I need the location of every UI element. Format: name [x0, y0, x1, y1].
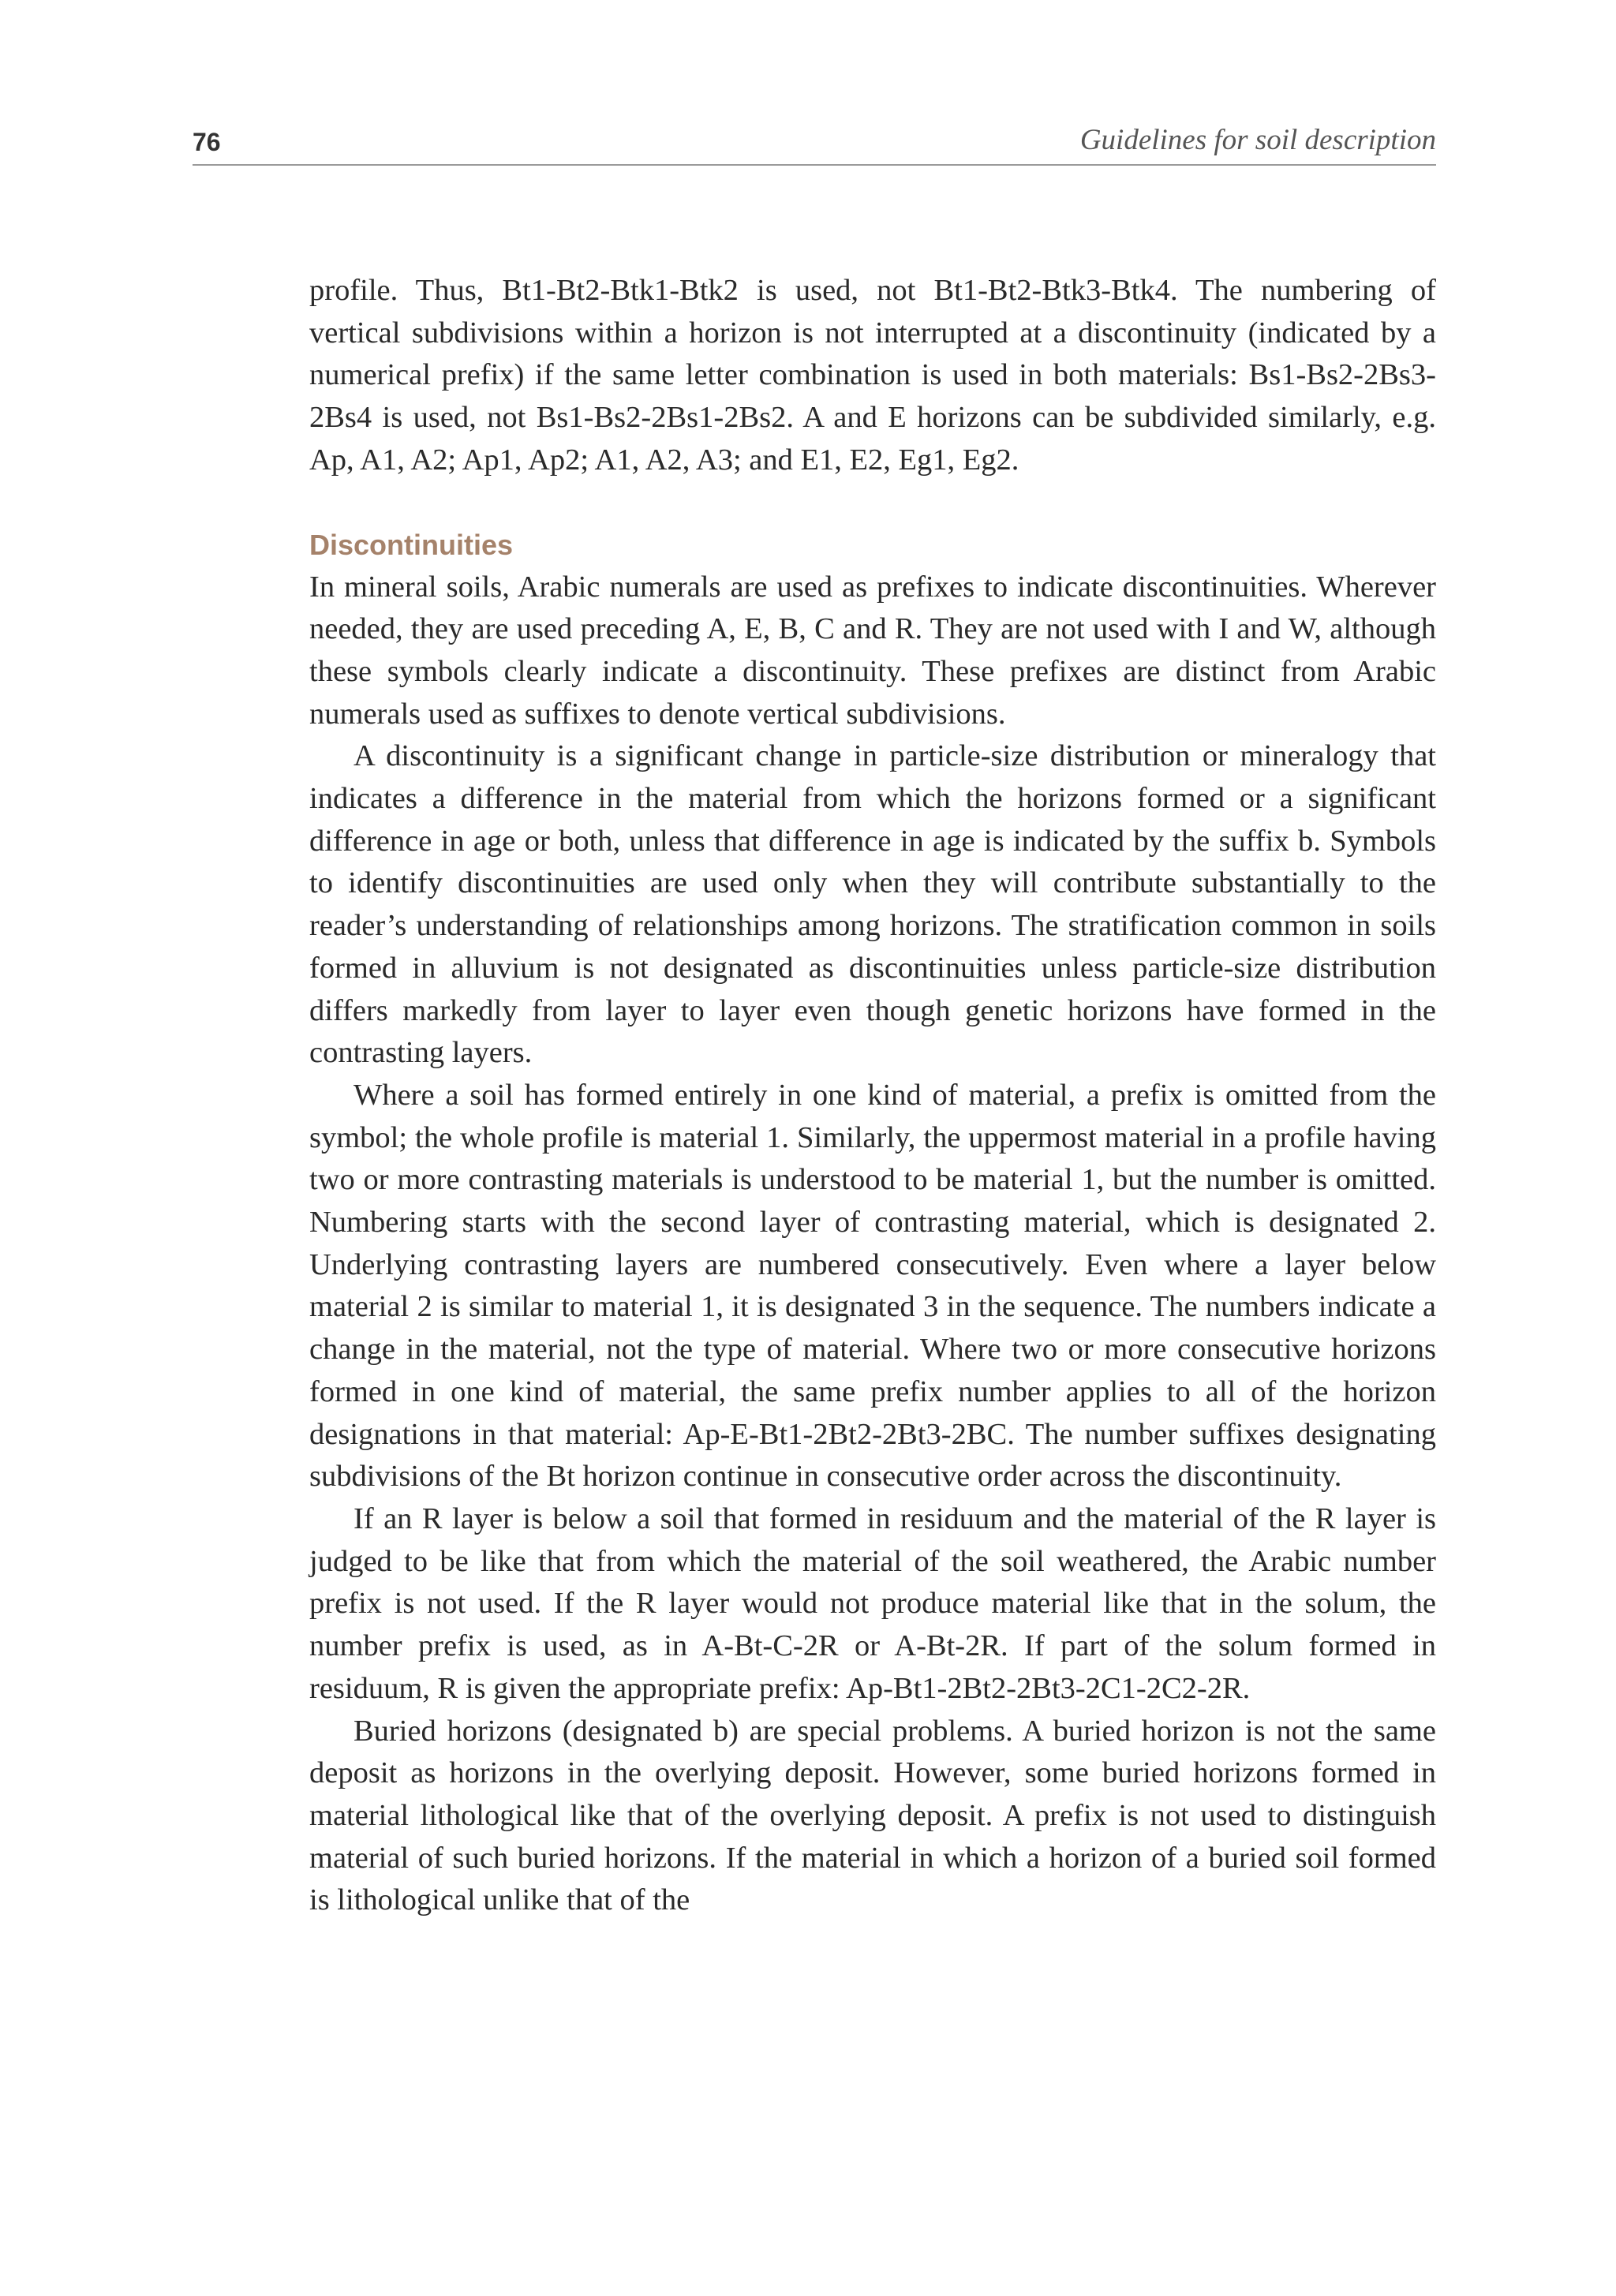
page-header [193, 120, 1436, 166]
page-number: 76 [193, 128, 221, 156]
page-body [309, 270, 1436, 1922]
section-heading: Discontinuities [309, 528, 514, 561]
paragraph-2: A discontinuity is a significant change in particle-size distribution or mineralogy that indicates a difference in the material from which the horizons formed or a significant difference in age or both, unless that difference in age is indicated by the suffix b. Symbols to identify discontinuities are used only when they will contribute substantially to the reader’s understanding of relationships among horizons. The stratification common in soils formed in alluvium is not designated as discontinuities unless particle-size distribution differs markedly from layer to layer even though genetic horizons have formed in the contrasting layers. [309, 739, 1436, 1070]
intro-paragraph: profile. Thus, Bt1-Bt2-Btk1-Btk2 is used, not Bt1-Bt2-Btk3-Btk4. The numbering of vertical subdivisions within a horizon is not interrupted at a discontinuity (indicated by a numerical prefix) if the same letter combination is used in both materials: Bs1-Bs2-2Bs3-2Bs4 is used, not Bs1-Bs2-2Bs1-2Bs2. A and E horizons can be subdivided similarly, e.g. Ap, A1, A2; Ap1, Ap2; A1, A2, A3; and E1, E2, Eg1, Eg2. [309, 274, 1436, 477]
paragraph-1: In mineral soils, Arabic numerals are used as prefixes to indicate discontinuities. Wherever needed, they are used preceding A, E, B, C and R. They are not used with I and W, although these symbols clearly indicate a discontinuity. These prefixes are distinct from Arabic numerals used as suffixes to denote vertical subdivisions. [309, 570, 1436, 731]
running-title: Guidelines for soil description [1079, 124, 1436, 156]
paragraph-4: If an R layer is below a soil that formed in residuum and the material of the R layer is judged to be like that from which the material of the soil weathered, the Arabic number prefix is not used. If the R layer would not produce material like that in the solum, the number prefix is used, as in A-Bt-C-2R or A-Bt-2R. If part of the solum formed in residuum, R is given the appropriate prefix: Ap-Bt1-2Bt2-2Bt3-2C1-2C2-2R. [309, 1501, 1436, 1705]
paragraph-5: Buried horizons (designated b) are special problems. A buried horizon is not the same deposit as horizons in the overlying deposit. However, some buried horizons formed in material lithological like that of the overlying deposit. A prefix is not used to distinguish material of such buried horizons. If the material in which a horizon of a buried soil formed is lithological unlike that of the [309, 1714, 1436, 1917]
paragraph-3: Where a soil has formed entirely in one kind of material, a prefix is omitted from the symbol; the whole profile is material 1. Similarly, the uppermost material in a profile having two or more contrasting materials is understood to be material 1, but the number is omitted. Numbering starts with the second layer of contrasting material, which is designated 2. Underlying contrasting layers are numbered consecutively. Even where a layer below material 2 is similar to material 1, it is designated 3 in the sequence. The numbers indicate a change in the material, not the type of material. Where two or more consecutive horizons formed in one kind of material, the same prefix number applies to all of the horizon designations in that material: Ap-E-Bt1-2Bt2-2Bt3-2BC. The number suffixes designating subdivisions of the Bt horizon continue in consecutive order across the discontinuity. [309, 1078, 1436, 1494]
